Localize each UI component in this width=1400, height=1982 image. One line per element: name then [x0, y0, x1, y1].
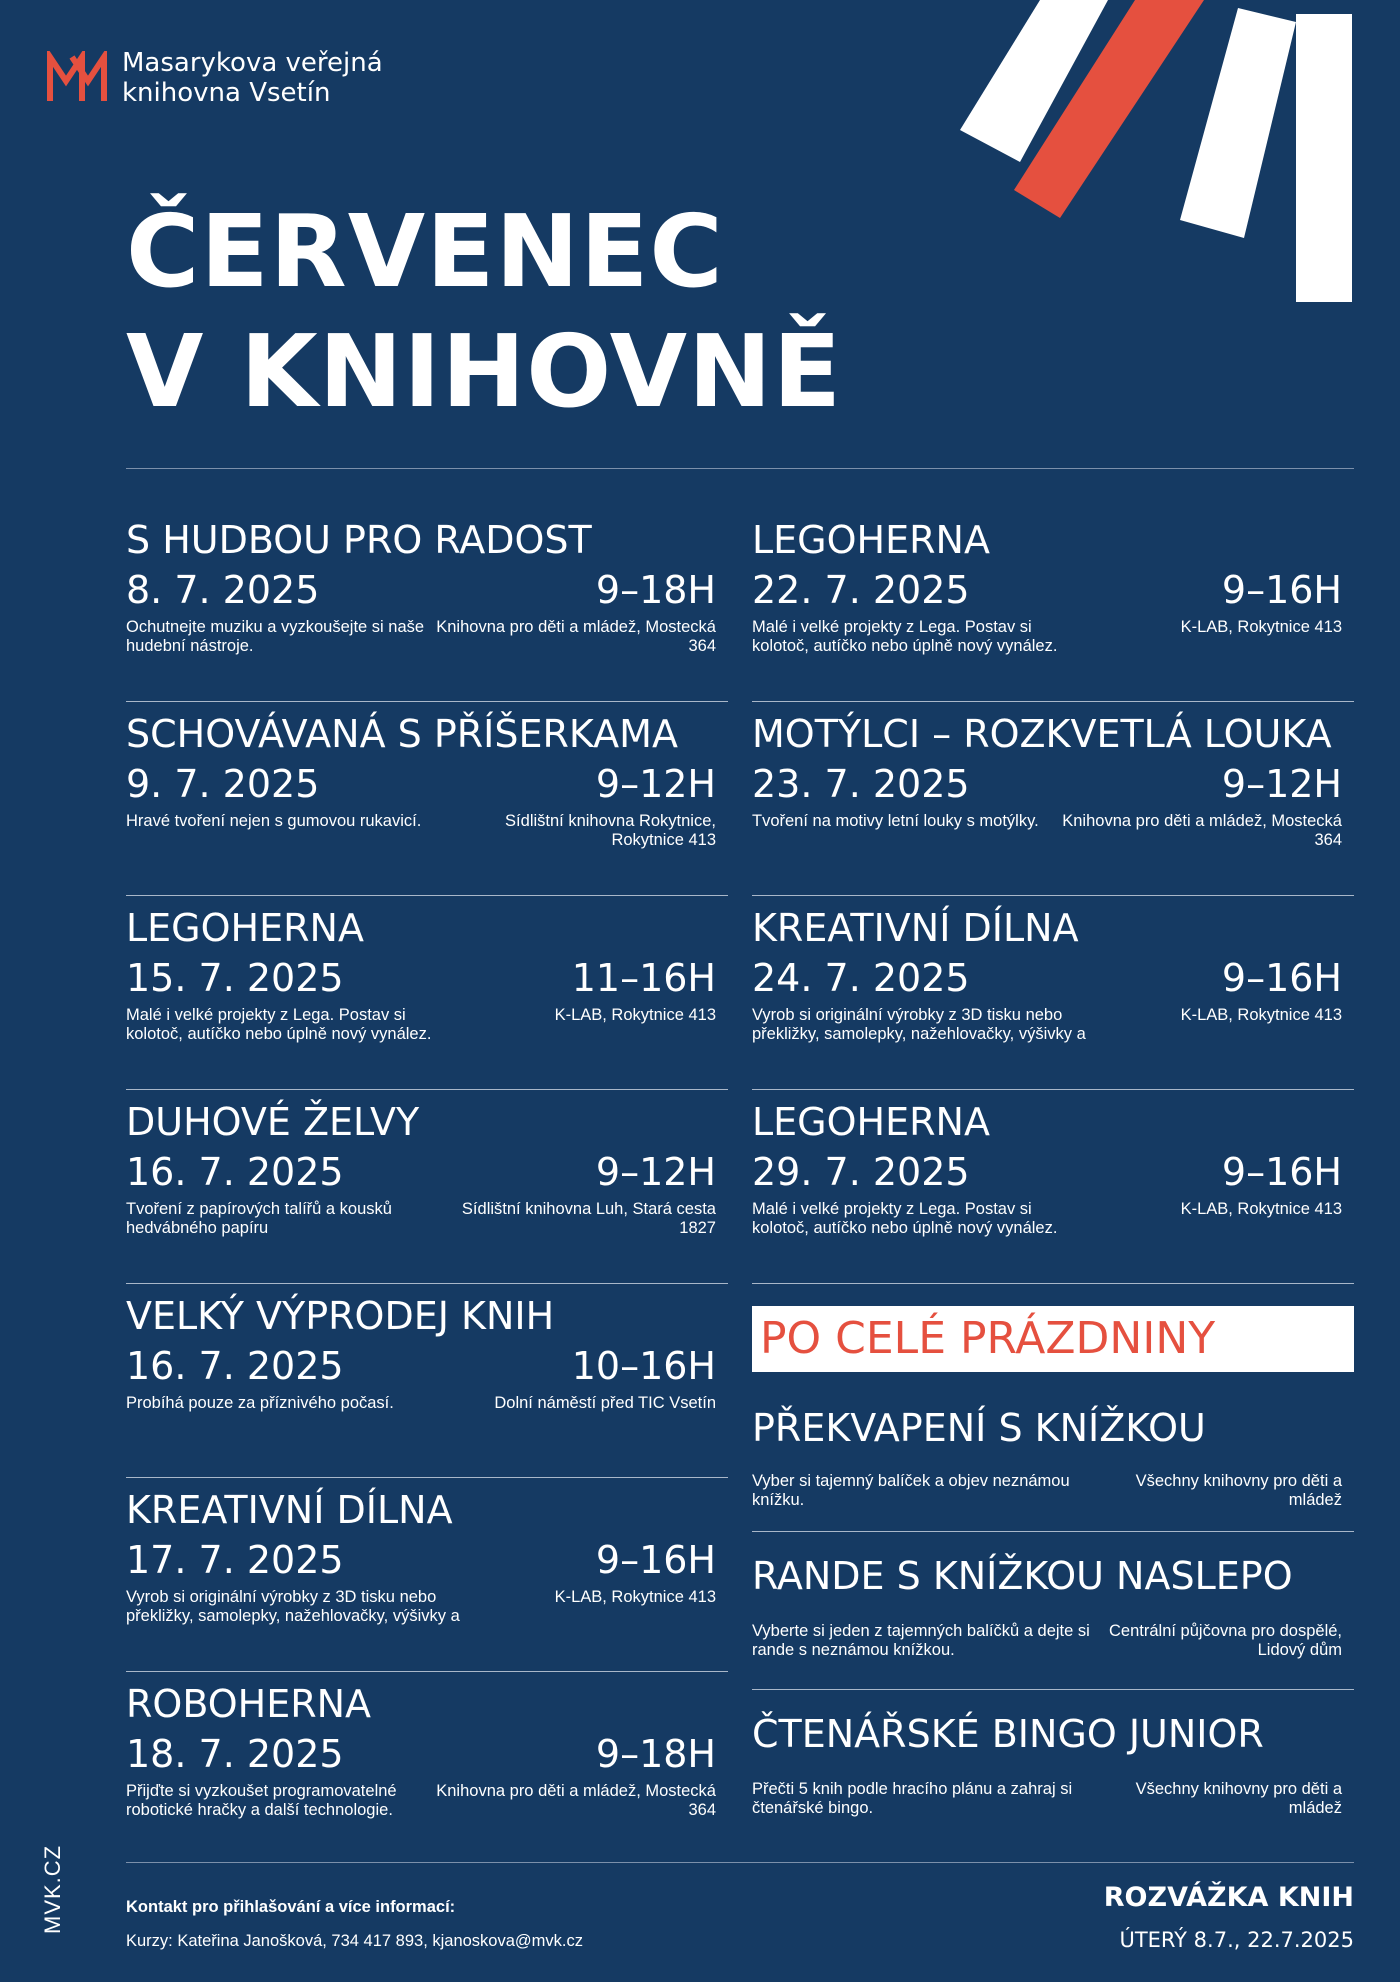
- event-place: Knihovna pro děti a mládež, Mostecká 364: [1062, 812, 1342, 849]
- summer-item-place: Centrální půjčovna pro dospělé, Lidový dům: [1109, 1622, 1342, 1659]
- library-name-line1: Masarykova veřejná: [122, 48, 383, 78]
- summer-item-title: RANDE S KNÍŽKOU NASLEPO: [752, 1554, 1293, 1598]
- decorative-stripes: [960, 0, 1400, 320]
- event-place: Sídlištní knihovna Rokytnice, Rokytnice 413: [505, 812, 716, 849]
- event-date: 9. 7. 2025: [126, 762, 320, 806]
- page-title: [126, 192, 842, 432]
- event-time: 9–16H: [595, 1538, 716, 1582]
- event-item: [126, 1478, 728, 1672]
- event-description: Vyrob si originální výrobky z 3D tisku nebo překližky, samolepky, nažehlovačky, výšivky a: [752, 1006, 1086, 1043]
- event-description: Malé i velké projekty z Lega. Postav si kolotoč, autíčko nebo úplně nový vynález.: [752, 1200, 1058, 1237]
- library-name: [122, 48, 383, 108]
- contact-info: [126, 1890, 583, 1958]
- event-date: 16. 7. 2025: [126, 1344, 344, 1388]
- event-description: Hravé tvoření nejen s gumovou rukavicí.: [126, 812, 422, 830]
- summer-item: [752, 1392, 1354, 1532]
- summer-item-place: Všechny knihovny pro děti a mládež: [1135, 1780, 1342, 1817]
- event-time: 11–16H: [571, 956, 716, 1000]
- event-title: KREATIVNÍ DÍLNA: [126, 1488, 453, 1532]
- stripe-white-3: [1296, 14, 1352, 302]
- library-logo: [46, 48, 383, 108]
- event-description: Probíhá pouze za příznivého počasí.: [126, 1394, 394, 1412]
- event-description: Malé i velké projekty z Lega. Postav si kolotoč, autíčko nebo úplně nový vynález.: [126, 1006, 432, 1043]
- event-title: LEGOHERNA: [752, 1100, 990, 1144]
- stripe-white-2: [1180, 8, 1296, 238]
- delivery-title: ROZVÁŽKA KNIH: [1103, 1882, 1354, 1913]
- event-time: 9–12H: [1221, 762, 1342, 806]
- event-time: 10–16H: [571, 1344, 716, 1388]
- event-date: 17. 7. 2025: [126, 1538, 344, 1582]
- event-time: 9–12H: [595, 1150, 716, 1194]
- event-place: K-LAB, Rokytnice 413: [554, 1006, 716, 1024]
- library-logo-icon: [46, 51, 108, 105]
- event-description: Malé i velké projekty z Lega. Postav si kolotoč, autíčko nebo úplně nový vynález.: [752, 618, 1058, 655]
- event-place: Sídlištní knihovna Luh, Stará cesta 1827: [461, 1200, 716, 1237]
- event-item: [126, 1284, 728, 1478]
- event-time: 9–16H: [1221, 956, 1342, 1000]
- event-title: ROBOHERNA: [126, 1682, 372, 1726]
- book-delivery: [1104, 1876, 1354, 1960]
- event-title: MOTÝLCI – ROZKVETLÁ LOUKA: [752, 712, 1332, 756]
- summer-item: [752, 1532, 1354, 1690]
- event-title: SCHOVÁVANÁ S PŘÍŠERKAMA: [126, 712, 678, 756]
- event-time: 9–16H: [1221, 1150, 1342, 1194]
- delivery-dates: ÚTERÝ 8.7., 22.7.2025: [1119, 1928, 1354, 1952]
- event-time: 9–18H: [595, 1732, 716, 1776]
- event-place: Dolní náměstí před TIC Vsetín: [494, 1394, 716, 1412]
- summer-item-description: Přečti 5 knih podle hracího plánu a zahraj si čtenářské bingo.: [752, 1780, 1073, 1817]
- website-url[interactable]: MVK.CZ: [40, 1844, 65, 1934]
- event-date: 23. 7. 2025: [752, 762, 970, 806]
- event-place: Knihovna pro děti a mládež, Mostecká 364: [436, 618, 716, 655]
- contact-line: Kurzy: Kateřina Janošková, 734 417 893, kjanoskova@mvk.cz: [126, 1932, 583, 1950]
- event-title: DUHOVÉ ŽELVY: [126, 1100, 420, 1144]
- summer-item: [752, 1690, 1354, 1840]
- summer-item-description: Vyberte si jeden z tajemných balíčků a dejte si rande s neznámou knížkou.: [752, 1622, 1090, 1659]
- event-description: Tvoření na motivy letní louky s motýlky.: [752, 812, 1039, 830]
- event-title: LEGOHERNA: [126, 906, 364, 950]
- summer-banner-label: PO CELÉ PRÁZDNINY: [760, 1313, 1216, 1364]
- top-divider: [126, 468, 1354, 469]
- event-place: K-LAB, Rokytnice 413: [1180, 618, 1342, 636]
- event-title: S HUDBOU PRO RADOST: [126, 518, 592, 562]
- summer-list: [752, 1392, 1354, 1840]
- event-item: [126, 1090, 728, 1284]
- contact-heading: Kontakt pro přihlašování a více informací:: [126, 1898, 456, 1916]
- event-date: 18. 7. 2025: [126, 1732, 344, 1776]
- event-title: KREATIVNÍ DÍLNA: [752, 906, 1079, 950]
- event-description: Tvoření z papírových talířů a kousků hedvábného papíru: [126, 1200, 392, 1237]
- events-right-column: [752, 508, 1354, 1284]
- event-description: Vyrob si originální výrobky z 3D tisku nebo překližky, samolepky, nažehlovačky, výšivky a: [126, 1588, 460, 1625]
- event-date: 24. 7. 2025: [752, 956, 970, 1000]
- summer-item-place: Všechny knihovny pro děti a mládež: [1135, 1472, 1342, 1509]
- summer-item-title: ČTENÁŘSKÉ BINGO JUNIOR: [752, 1712, 1264, 1756]
- summer-item-title: PŘEKVAPENÍ S KNÍŽKOU: [752, 1406, 1206, 1450]
- bottom-divider: [126, 1862, 1354, 1863]
- event-date: 29. 7. 2025: [752, 1150, 970, 1194]
- event-item: [126, 702, 728, 896]
- event-item: [126, 508, 728, 702]
- event-title: LEGOHERNA: [752, 518, 990, 562]
- summer-item-description: Vyber si tajemný balíček a objev neznámou knížku.: [752, 1472, 1070, 1509]
- event-item: [752, 702, 1354, 896]
- event-item: [752, 1090, 1354, 1284]
- event-item: [752, 896, 1354, 1090]
- event-time: 9–16H: [1221, 568, 1342, 612]
- title-line2: V KNIHOVNĚ: [126, 313, 843, 430]
- event-place: Knihovna pro děti a mládež, Mostecká 364: [436, 1782, 716, 1819]
- event-time: 9–18H: [595, 568, 716, 612]
- events-left-column: [126, 508, 728, 1866]
- event-description: Přijďte si vyzkoušet programovatelné robotické hračky a další technologie.: [126, 1782, 397, 1819]
- event-item: [752, 508, 1354, 702]
- event-place: K-LAB, Rokytnice 413: [1180, 1006, 1342, 1024]
- event-date: 15. 7. 2025: [126, 956, 344, 1000]
- event-date: 8. 7. 2025: [126, 568, 320, 612]
- event-date: 22. 7. 2025: [752, 568, 970, 612]
- title-line1: ČERVENEC: [126, 193, 724, 310]
- event-item: [126, 896, 728, 1090]
- summer-banner: [752, 1306, 1354, 1372]
- event-place: K-LAB, Rokytnice 413: [1180, 1200, 1342, 1218]
- library-name-line2: knihovna Vsetín: [122, 78, 331, 108]
- event-place: K-LAB, Rokytnice 413: [554, 1588, 716, 1606]
- event-date: 16. 7. 2025: [126, 1150, 344, 1194]
- event-description: Ochutnejte muziku a vyzkoušejte si naše hudební nástroje.: [126, 618, 425, 655]
- event-title: VELKÝ VÝPRODEJ KNIH: [126, 1294, 555, 1338]
- event-item: [126, 1672, 728, 1866]
- event-time: 9–12H: [595, 762, 716, 806]
